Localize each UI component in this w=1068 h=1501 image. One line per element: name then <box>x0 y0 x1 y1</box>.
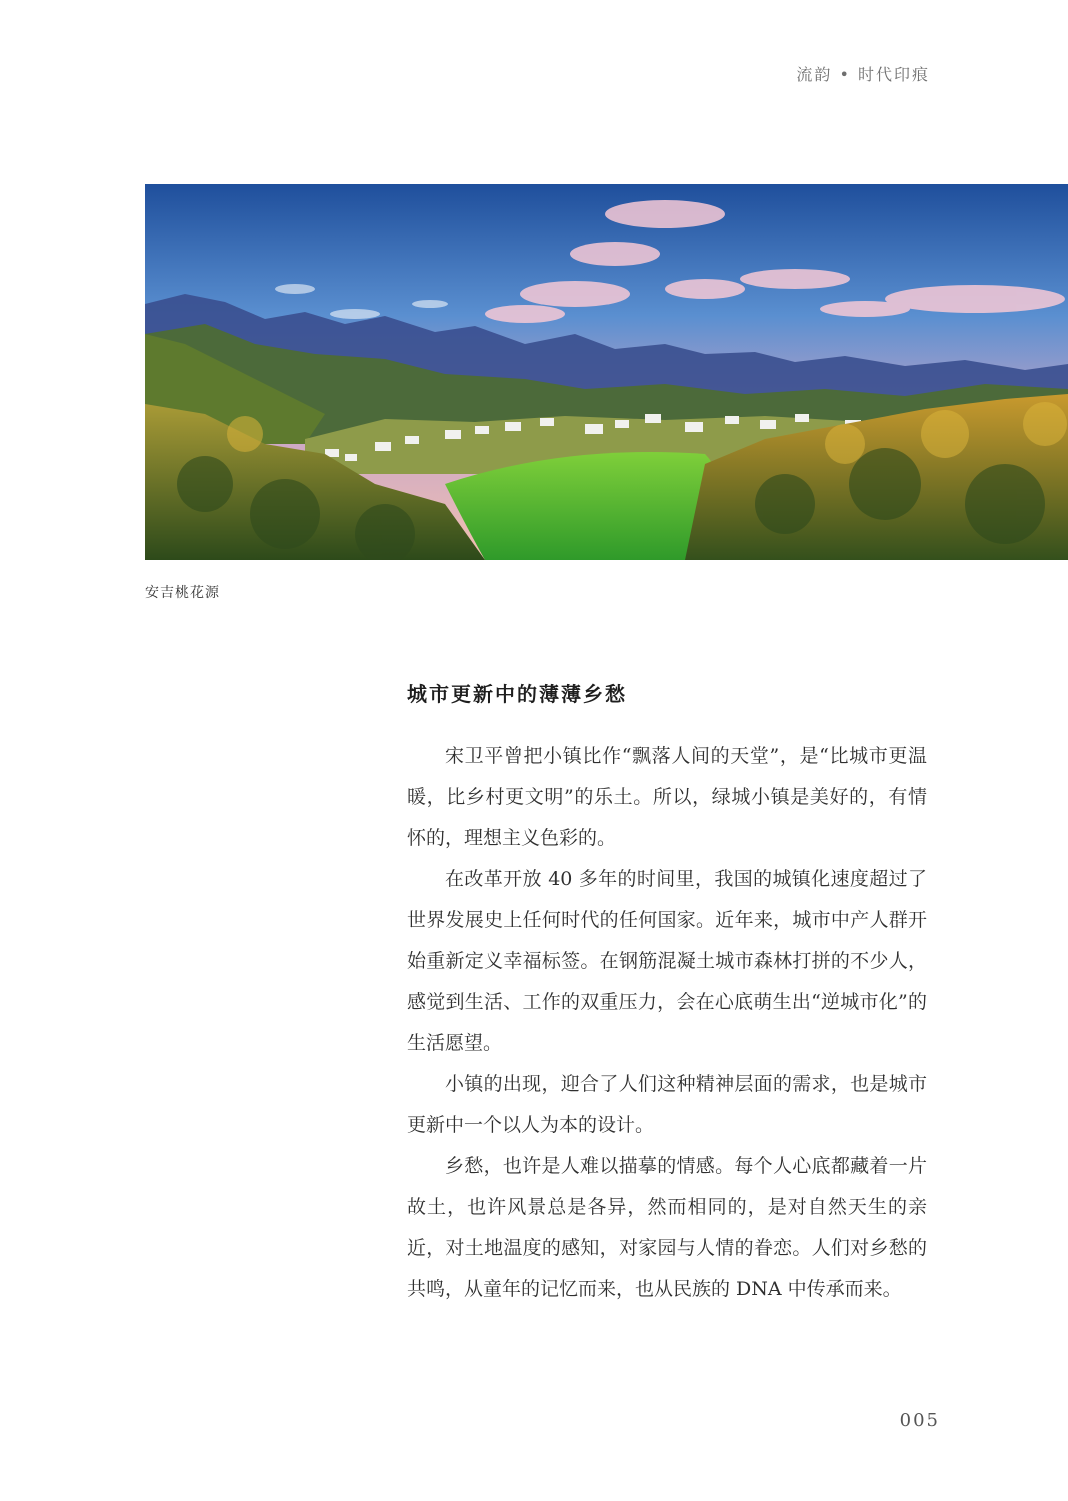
paragraph: 宋卫平曾把小镇比作“飘落人间的天堂”，是“比城市更温暖，比乡村更文明”的乐土。所以，绿城小镇是美好的，有情怀的，理想主义色彩的。 <box>407 745 927 849</box>
paragraph: 小镇的出现，迎合了人们这种精神层面的需求，也是城市更新中一个以人为本的设计。 <box>407 1073 927 1136</box>
landscape-photo <box>145 184 1068 560</box>
paragraph: 在改革开放 40 多年的时间里，我国的城镇化速度超过了世界发展史上任何时代的任何国家。近年来，城市中产人群开始重新定义幸福标签。在钢筋混凝土城市森林打拼的不少人，感觉到生活、工作的双重压力，会在心底萌生出“逆城市化”的生活愿望。 <box>407 868 927 1054</box>
photo-caption: 安吉桃花源 <box>145 585 220 601</box>
article-body <box>407 736 927 1310</box>
landscape-illustration <box>145 184 1068 560</box>
page-number: 005 <box>899 1410 940 1431</box>
section-title: 城市更新中的薄薄乡愁 <box>407 682 627 706</box>
paragraph: 乡愁，也许是人难以描摹的情感。每个人心底都藏着一片故土，也许风景总是各异，然而相同的，是对自然天生的亲近，对土地温度的感知，对家园与人情的眷恋。人们对乡愁的共鸣，从童年的记忆而来，也从民族的 DNA 中传承而来。 <box>407 1155 927 1300</box>
running-header: 流韵 • 时代印痕 <box>796 65 930 84</box>
